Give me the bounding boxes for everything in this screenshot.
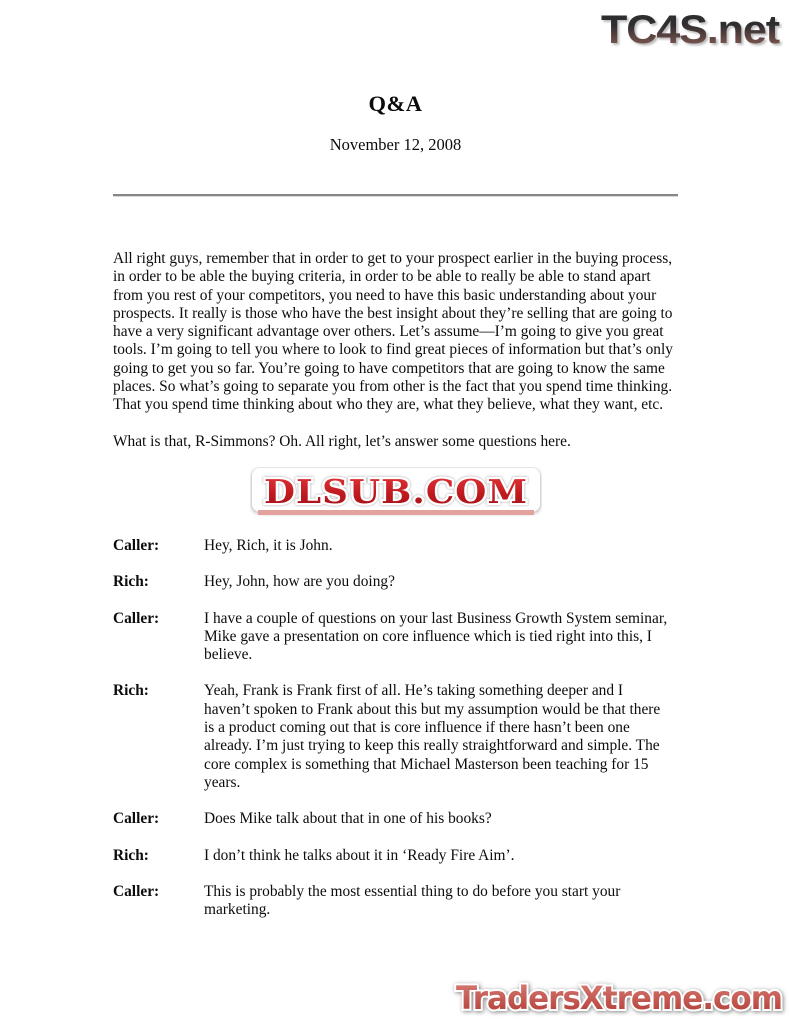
page-title: Q&A: [368, 91, 423, 116]
speaker-text: Yeah, Frank is Frank first of all. He’s taking something deeper and I haven’t spoken to Frank about this but my assumption would be that there is a product coming out that is core influence if there hasn’t been one already. I’m just trying to keep this really straightforward and simple. The core complex is something that Michael Masterson been teaching for 15 years.: [204, 682, 661, 791]
dialogue-row: [113, 883, 678, 920]
document-content: [113, 0, 678, 937]
dlsub-logo-text: DLSUB.COM: [263, 471, 528, 511]
tradersxtreme-logo-graphic: [449, 976, 789, 1022]
speaker-text: Hey, Rich, it is John.: [204, 536, 333, 554]
speaker-label: Caller:: [113, 882, 160, 900]
dlsub-logo: [113, 467, 678, 517]
speaker-text: This is probably the most essential thing to do before you start your marketing.: [204, 882, 621, 919]
speaker-label: Caller:: [113, 536, 160, 554]
tc4s-logo-text: TC4S.net: [601, 8, 780, 52]
intro-paragraph-2: What is that, R-Simmons? Oh. All right, let’s answer some questions here.: [113, 432, 571, 450]
document-date: November 12, 2008: [329, 135, 462, 154]
speaker-text: Hey, John, how are you doing?: [204, 573, 395, 591]
speaker-label: Rich:: [113, 682, 149, 700]
tradersxtreme-logo-text: TradersXtreme.com: [456, 979, 782, 1017]
speaker-label: Caller:: [113, 609, 160, 627]
speaker-label: Caller:: [113, 810, 160, 828]
intro-paragraph-1: All right guys, remember that in order to get to your prospect earlier in the buying process, in order to be able the buying criteria, in order to be able to really be able to stand apart from you rest of your competitors, you need to have this basic understanding about your prospects. It really is those who have the best insight about they’re selling that are going to have a very significant advantage over others. Let’s assume—I’m going to give you great tools. I’m going to tell you where to look to find great pieces of information but that’s only going to get you so far. You’re going to have competitors that are going to know the same places. So what’s going to separate you from other is the fact that you spend time thinking. That you spend time thinking about who they are, what they believe, what they want, etc.: [113, 250, 673, 414]
speaker-text: Does Mike talk about that in one of his books?: [204, 810, 492, 828]
dialogue-row: [113, 847, 678, 865]
dialogue-section: [113, 537, 678, 919]
horizontal-rule: [113, 194, 678, 197]
dialogue-row: [113, 610, 678, 665]
dialogue-row: [113, 810, 678, 828]
dialogue-row: [113, 682, 678, 792]
dialogue-row: [113, 573, 678, 591]
dlsub-logo-graphic: [250, 467, 542, 517]
speaker-text: I don’t think he talks about it in ‘Ready Fire Aim’.: [204, 846, 515, 864]
speaker-label: Rich:: [113, 573, 149, 591]
speaker-text: I have a couple of questions on your last Business Growth System seminar, Mike gave a presentation on core influence which is tied right into this, I believe.: [204, 609, 668, 664]
speaker-label: Rich:: [113, 846, 149, 864]
dialogue-row: [113, 537, 678, 555]
tradersxtreme-logo: [449, 976, 789, 1024]
